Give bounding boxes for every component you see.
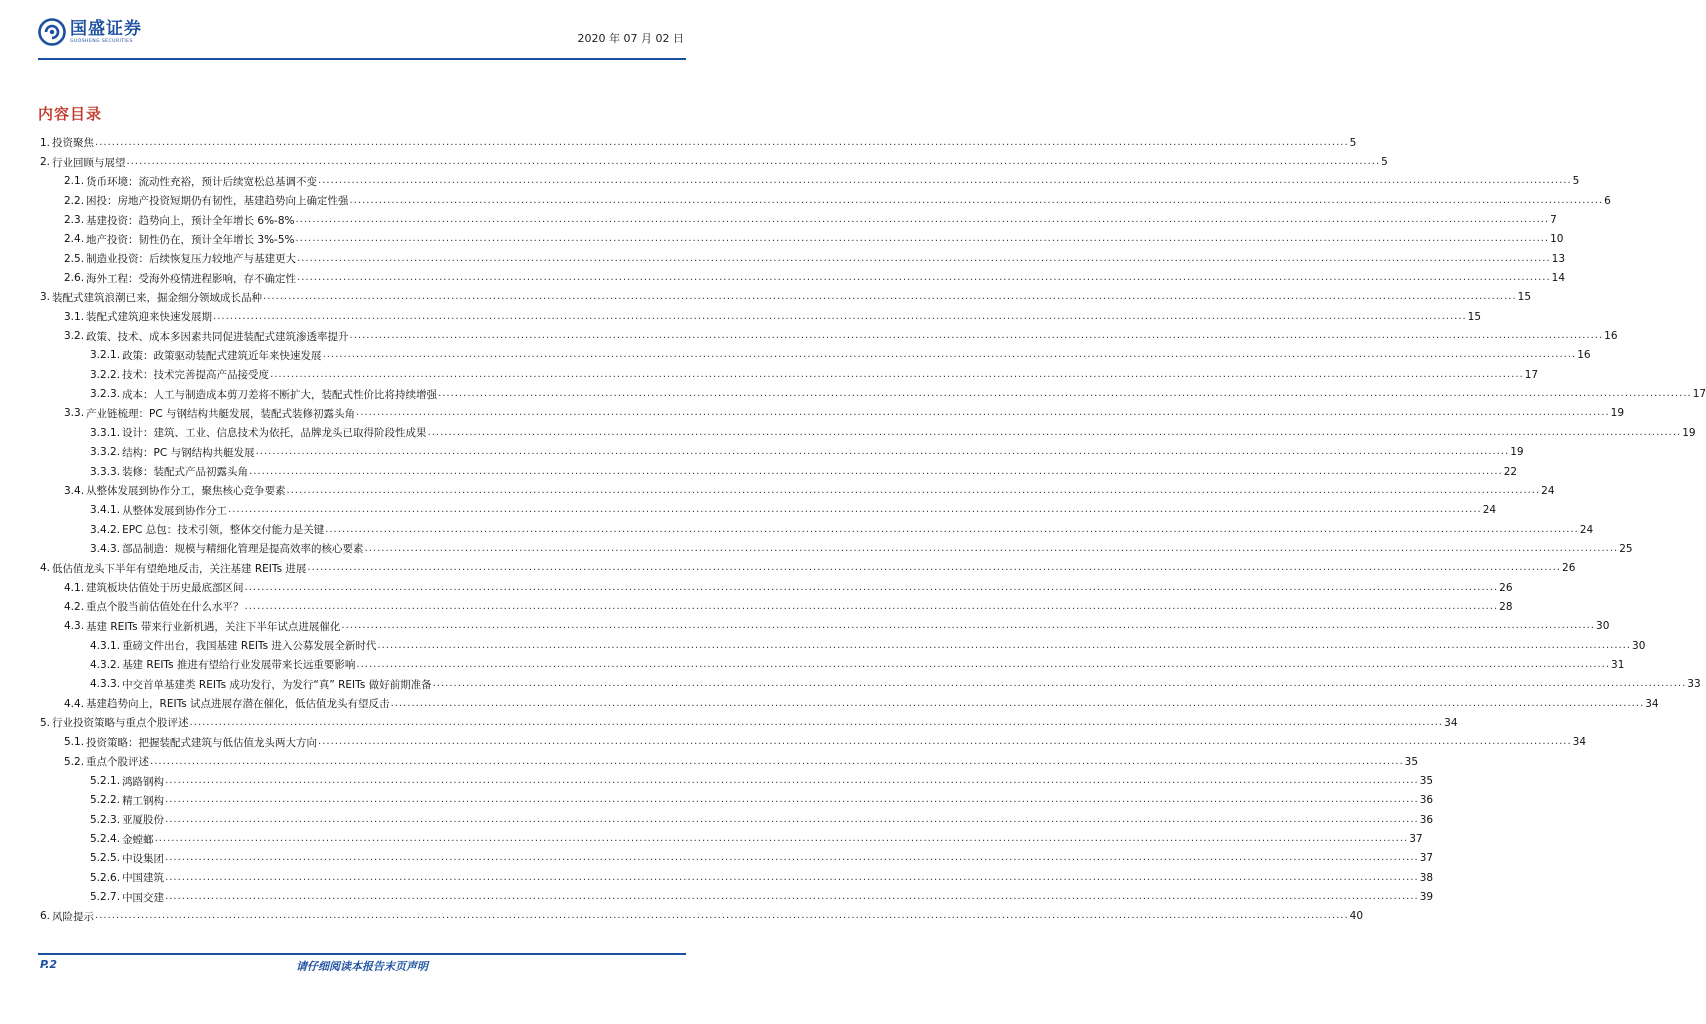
toc-entry-page: 14	[1551, 272, 1566, 285]
toc-dot-leader: ............................................................................................................................................................................................................................................................................................................	[154, 833, 1409, 845]
toc-entry-page: 33	[1687, 678, 1701, 691]
toc-entry[interactable]	[38, 733, 1587, 752]
toc-entry[interactable]	[38, 346, 1591, 365]
toc-entry-title: 重磅文件出台，我国基建 REITs 进入公募发展全新时代	[122, 640, 377, 653]
toc-entry[interactable]	[38, 771, 1434, 790]
toc-entry-page: 36	[1419, 794, 1434, 807]
toc-entry-number: 3.3.3.	[90, 465, 121, 478]
toc-entry-page: 34	[1444, 716, 1458, 729]
toc-entry-page: 39	[1419, 891, 1434, 904]
toc-entry-number: 2.5.	[64, 252, 85, 265]
toc-entry-title: 重点个股当前估值处在什么水平？	[86, 601, 244, 614]
toc-title: 内容目录	[38, 105, 103, 123]
toc-entry[interactable]	[38, 907, 1364, 926]
toc-entry-number: 2.	[40, 156, 51, 169]
toc-entry-title: 装配式建筑迎来快速发展期	[86, 311, 213, 324]
toc-entry-page: 26	[1562, 562, 1576, 575]
toc-entry-page: 7	[1550, 214, 1557, 227]
toc-dot-leader: ............................................................................................................................................................................................................................................................................................................	[244, 581, 1499, 593]
toc-entry-number: 2.4.	[64, 233, 85, 246]
toc-dot-leader: ............................................................................................................................................................................................................................................................................................................	[349, 194, 1604, 206]
toc-entry-number: 4.3.2.	[90, 658, 121, 671]
toc-entry-number: 4.3.3.	[90, 678, 121, 691]
toc-dot-leader: ............................................................................................................................................................................................................................................................................................................	[165, 891, 1419, 903]
toc-entry-page: 15	[1517, 291, 1532, 304]
page-header	[38, 18, 686, 58]
toc-entry-title: 重点个股评述	[86, 756, 150, 769]
toc-entry[interactable]	[38, 636, 1646, 655]
report-date: 2020 年 07 月 02 日	[577, 32, 684, 45]
toc-entry-title: 技术：技术完善提高产品接受度	[122, 369, 270, 382]
toc-entry-title: 行业回顾与展望	[52, 156, 126, 169]
toc-dot-leader: ............................................................................................................................................................................................................................................................................................................	[318, 175, 1572, 187]
toc-entry-title: 制造业投资：后续恢复压力较地产与基建更大	[86, 253, 297, 266]
toc-entry-number: 3.3.1.	[90, 426, 121, 439]
toc-entry-title: 基建投资：趋势向上，预计全年增长 6%-8%	[86, 214, 295, 227]
toc-entry[interactable]	[38, 423, 1696, 442]
toc-dot-leader: ............................................................................................................................................................................................................................................................................................................	[213, 310, 1467, 322]
toc-dot-leader: ............................................................................................................................................................................................................................................................................................................	[165, 852, 1419, 864]
toc-dot-leader: ............................................................................................................................................................................................................................................................................................................	[438, 388, 1692, 400]
toc-entry[interactable]	[38, 675, 1701, 694]
toc-entry-title: 亚厦股份	[122, 814, 165, 827]
toc-entry-number: 2.2.	[64, 194, 85, 207]
toc-entry-number: 5.2.	[64, 755, 85, 768]
toc-entry[interactable]	[38, 713, 1458, 732]
brand-name-en: GUOSHENG SECURITIES	[70, 38, 133, 44]
toc-entry-page: 22	[1503, 465, 1518, 478]
brand-logo-icon	[38, 18, 66, 46]
toc-dot-leader: ............................................................................................................................................................................................................................................................................................................	[95, 136, 1349, 148]
toc-entry-title: 海外工程：受海外疫情进程影响，存不确定性	[86, 272, 297, 285]
toc-entry-page: 35	[1404, 755, 1419, 768]
toc-entry[interactable]	[38, 694, 1659, 713]
toc-entry-number: 4.4.	[64, 697, 85, 710]
toc-dot-leader: ............................................................................................................................................................................................................................................................................................................	[356, 658, 1611, 670]
toc-entry-number: 3.	[40, 291, 51, 304]
toc-entry-page: 36	[1419, 813, 1434, 826]
toc-entry-page: 6	[1604, 194, 1611, 207]
toc-dot-leader: ............................................................................................................................................................................................................................................................................................................	[165, 794, 1419, 806]
toc-entry-number: 3.4.3.	[90, 542, 121, 555]
toc-entry-page: 24	[1482, 504, 1497, 517]
toc-entry[interactable]	[38, 617, 1610, 636]
toc-entry[interactable]	[38, 501, 1497, 520]
toc-entry-number: 1.	[40, 136, 51, 149]
toc-entry-page: 5	[1349, 136, 1357, 149]
toc-entry-page: 24	[1541, 484, 1555, 497]
toc-entry[interactable]	[38, 268, 1566, 287]
toc-entry-title: 政策、技术、成本多因素共同促进装配式建筑渗透率提升	[86, 330, 349, 343]
toc-entry[interactable]	[38, 191, 1611, 210]
toc-entry-title: 投资策略：把握装配式建筑与低估值龙头两大方向	[86, 736, 318, 749]
toc-entry[interactable]	[38, 829, 1423, 848]
toc-entry[interactable]	[38, 307, 1482, 326]
toc-entry-number: 5.	[40, 716, 51, 729]
toc-entry-page: 34	[1572, 736, 1587, 749]
toc-dot-leader: ............................................................................................................................................................................................................................................................................................................	[263, 291, 1517, 303]
toc-entry-number: 5.2.2.	[90, 794, 121, 807]
toc-dot-leader: ............................................................................................................................................................................................................................................................................................................	[286, 484, 1541, 496]
toc-dot-leader: ............................................................................................................................................................................................................................................................................................................	[249, 465, 1503, 477]
toc-dot-leader: ............................................................................................................................................................................................................................................................................................................	[270, 368, 1524, 380]
toc-entry-number: 5.1.	[64, 736, 85, 749]
toc-entry-number: 3.2.1.	[90, 349, 121, 362]
toc-entry-page: 26	[1499, 581, 1513, 594]
toc-entry[interactable]	[38, 443, 1524, 462]
toc-dot-leader: ............................................................................................................................................................................................................................................................................................................	[297, 272, 1551, 284]
toc-entry-page: 19	[1510, 446, 1524, 459]
toc-dot-leader: ............................................................................................................................................................................................................................................................................................................	[255, 446, 1510, 458]
toc-dot-leader: ............................................................................................................................................................................................................................................................................................................	[189, 716, 1444, 728]
toc-entry-page: 13	[1551, 252, 1566, 265]
toc-dot-leader: ............................................................................................................................................................................................................................................................................................................	[432, 678, 1687, 690]
toc-dot-leader: ............................................................................................................................................................................................................................................................................................................	[126, 156, 1381, 168]
toc-entry[interactable]	[38, 481, 1555, 500]
toc-entry[interactable]	[38, 791, 1434, 810]
toc-entry-number: 3.2.3.	[90, 388, 121, 401]
toc-dot-leader: ............................................................................................................................................................................................................................................................................................................	[165, 813, 1419, 825]
toc-entry-title: 从整体发展到协作分工	[122, 504, 228, 517]
toc-entry-title: 地产投资：韧性仍在，预计全年增长 3%-5%	[86, 233, 295, 246]
toc-entry[interactable]	[38, 655, 1625, 674]
toc-entry[interactable]	[38, 887, 1434, 906]
toc-entry-page: 24	[1579, 523, 1594, 536]
toc-entry-number: 3.4.1.	[90, 504, 121, 517]
toc-entry-number: 3.4.	[64, 484, 85, 497]
toc-entry-number: 5.2.5.	[90, 852, 121, 865]
toc-entry-page: 30	[1596, 620, 1610, 633]
toc-entry-page: 25	[1619, 542, 1633, 555]
brand-name-cn: 国盛证券	[70, 18, 142, 39]
toc-entry-title: 鸿路钢构	[122, 775, 165, 788]
toc-entry[interactable]	[38, 520, 1594, 539]
toc-entry-title: 低估值龙头下半年有望绝地反击，关注基建 REITs 进展	[52, 562, 307, 575]
toc-dot-leader: ............................................................................................................................................................................................................................................................................................................	[349, 330, 1604, 342]
toc-entry[interactable]	[38, 133, 1357, 152]
toc-entry-number: 4.3.1.	[90, 639, 121, 652]
toc-entry-title: 政策：政策驱动装配式建筑近年来快速发展	[122, 349, 322, 362]
toc-entry[interactable]	[38, 868, 1434, 887]
toc-entry-title: 中设集团	[122, 852, 165, 865]
toc-entry-title: EPC 总包：技术引领，整体交付能力是关键	[122, 524, 325, 537]
toc-entry-title: 从整体发展到协作分工，聚焦核心竞争要素	[86, 485, 286, 498]
toc-entry-page: 19	[1610, 407, 1625, 420]
disclaimer-note: 请仔细阅读本报告末页声明	[296, 960, 428, 973]
toc-entry[interactable]	[38, 559, 1576, 578]
toc-entry-number: 3.2.	[64, 330, 85, 343]
toc-dot-leader: ............................................................................................................................................................................................................................................................................................................	[165, 775, 1419, 787]
toc-entry-number: 5.2.4.	[90, 833, 121, 846]
toc-dot-leader: ............................................................................................................................................................................................................................................................................................................	[244, 600, 1499, 612]
toc-entry[interactable]	[38, 230, 1564, 249]
toc-entry-page: 37	[1409, 833, 1423, 846]
footer-divider	[38, 953, 686, 955]
toc-entry-page: 34	[1645, 697, 1659, 710]
toc-entry-title: 中国建筑	[122, 872, 165, 885]
toc-entry-title: 结构：PC 与钢结构共艇发展	[122, 446, 255, 459]
toc-entry[interactable]	[38, 288, 1532, 307]
toc-dot-leader: ............................................................................................................................................................................................................................................................................................................	[325, 523, 1579, 535]
toc-entry-page: 17	[1524, 368, 1539, 381]
toc-entry[interactable]	[38, 849, 1434, 868]
toc-dot-leader: ............................................................................................................................................................................................................................................................................................................	[165, 871, 1419, 883]
toc-entry-number: 3.1.	[64, 310, 85, 323]
toc-entry[interactable]	[38, 810, 1434, 829]
brand-logo	[38, 18, 142, 46]
toc-entry[interactable]	[38, 597, 1513, 616]
toc-entry-page: 40	[1349, 910, 1364, 923]
toc-entry-title: 基建 REITs 带来行业新机遇，关注下半年试点进展催化	[86, 620, 341, 633]
toc-entry-title: 产业链梳理：PC 与钢结构共艇发展，装配式装修初露头角	[86, 407, 356, 420]
page-number: P.2	[40, 958, 58, 971]
toc-entry-number: 3.3.	[64, 407, 85, 420]
toc-entry[interactable]	[38, 152, 1388, 171]
toc-entry-title: 装配式建筑浪潮已来，掘金细分领域成长品种	[52, 291, 263, 304]
toc-entry-title: 基建趋势向上，REITs 试点进展存潜在催化，低估值龙头有望反击	[86, 698, 390, 711]
toc-entry-page: 10	[1550, 233, 1564, 246]
toc-entry-page: 38	[1419, 871, 1434, 884]
toc-dot-leader: ............................................................................................................................................................................................................................................................................................................	[295, 214, 1550, 226]
toc-entry-page: 19	[1682, 426, 1696, 439]
toc-entry-page: 5	[1572, 175, 1580, 188]
toc-entry-number: 6.	[40, 910, 51, 923]
toc-entry-number: 5.2.1.	[90, 775, 121, 788]
toc-dot-leader: ............................................................................................................................................................................................................................................................................................................	[427, 426, 1682, 438]
toc-dot-leader: ............................................................................................................................................................................................................................................................................................................	[228, 504, 1482, 516]
toc-entry[interactable]	[38, 172, 1580, 191]
toc-entry-number: 5.2.3.	[90, 813, 121, 826]
toc-dot-leader: ............................................................................................................................................................................................................................................................................................................	[95, 910, 1349, 922]
toc-entry-number: 4.2.	[64, 600, 85, 613]
table-of-contents	[38, 133, 1706, 926]
toc-entry-title: 货币环境：流动性充裕，预计后续宽松总基调不变	[86, 175, 318, 188]
toc-entry[interactable]	[38, 249, 1566, 268]
toc-entry-title: 困投：房地产投资短期仍有韧性，基建趋势向上确定性强	[86, 195, 349, 208]
toc-entry-title: 设计：建筑、工业、信息技术为依托，品牌龙头已取得阶段性成果	[122, 427, 427, 440]
toc-dot-leader: ............................................................................................................................................................................................................................................................................................................	[341, 620, 1596, 632]
toc-entry-page: 5	[1381, 156, 1388, 169]
toc-entry-page: 35	[1419, 775, 1434, 788]
toc-entry-number: 5.2.6.	[90, 871, 121, 884]
toc-entry-title: 装修：装配式产品初露头角	[122, 466, 249, 479]
toc-entry-number: 2.6.	[64, 272, 85, 285]
toc-dot-leader: ............................................................................................................................................................................................................................................................................................................	[150, 755, 1404, 767]
toc-entry-title: 部品制造：规模与精细化管理是提高效率的核心要素	[122, 543, 364, 556]
toc-dot-leader: ............................................................................................................................................................................................................................................................................................................	[364, 542, 1619, 554]
toc-entry-title: 行业投资策略与重点个股评述	[52, 717, 189, 730]
toc-entry-number: 4.	[40, 562, 51, 575]
toc-entry-page: 16	[1604, 330, 1618, 343]
toc-entry-title: 金螳螂	[122, 833, 154, 846]
toc-entry[interactable]	[38, 365, 1539, 384]
header-divider	[38, 58, 686, 60]
toc-dot-leader: ............................................................................................................................................................................................................................................................................................................	[356, 407, 1610, 419]
toc-entry-title: 成本：人工与制造成本剪刀差将不断扩大，装配式性价比将持续增强	[122, 388, 438, 401]
toc-entry-page: 15	[1467, 310, 1482, 323]
toc-entry-number: 4.3.	[64, 620, 85, 633]
toc-entry-page: 37	[1419, 852, 1434, 865]
toc-dot-leader: ............................................................................................................................................................................................................................................................................................................	[390, 697, 1645, 709]
toc-entry-number: 3.4.2.	[90, 523, 121, 536]
toc-entry[interactable]	[38, 752, 1419, 771]
toc-entry-number: 3.3.2.	[90, 446, 121, 459]
toc-entry-number: 2.3.	[64, 214, 85, 227]
toc-entry-page: 16	[1577, 349, 1591, 362]
toc-entry[interactable]	[38, 326, 1618, 345]
toc-entry-number: 3.2.2.	[90, 368, 121, 381]
toc-dot-leader: ............................................................................................................................................................................................................................................................................................................	[322, 349, 1577, 361]
toc-dot-leader: ............................................................................................................................................................................................................................................................................................................	[318, 736, 1572, 748]
toc-entry-number: 2.1.	[64, 175, 85, 188]
toc-entry[interactable]	[38, 210, 1557, 229]
toc-dot-leader: ............................................................................................................................................................................................................................................................................................................	[297, 252, 1551, 264]
toc-dot-leader: ............................................................................................................................................................................................................................................................................................................	[377, 639, 1632, 651]
toc-entry-number: 4.1.	[64, 581, 85, 594]
toc-dot-leader: ............................................................................................................................................................................................................................................................................................................	[307, 562, 1562, 574]
toc-entry-title: 基建 REITs 推进有望给行业发展带来长远重要影响	[122, 659, 356, 672]
toc-entry-page: 30	[1632, 639, 1646, 652]
toc-entry-number: 5.2.7.	[90, 891, 121, 904]
toc-entry-title: 中国交建	[122, 891, 165, 904]
toc-dot-leader: ............................................................................................................................................................................................................................................................................................................	[295, 233, 1550, 245]
toc-entry[interactable]	[38, 384, 1706, 403]
toc-entry-page: 17	[1692, 388, 1706, 401]
toc-entry[interactable]	[38, 578, 1513, 597]
toc-entry-title: 风险提示	[52, 910, 95, 923]
toc-entry-page: 28	[1499, 600, 1513, 613]
toc-entry-title: 投资聚焦	[52, 137, 95, 150]
toc-entry-title: 精工钢构	[122, 794, 165, 807]
toc-entry-title: 中交首单基建类 REITs 成功发行，为发行“真” REITs 做好前期准备	[122, 678, 432, 691]
toc-entry-page: 31	[1611, 658, 1625, 671]
toc-entry[interactable]	[38, 539, 1633, 558]
toc-entry[interactable]	[38, 404, 1625, 423]
toc-entry[interactable]	[38, 462, 1518, 481]
toc-entry-title: 建筑板块估值处于历史最底部区间	[86, 582, 244, 595]
